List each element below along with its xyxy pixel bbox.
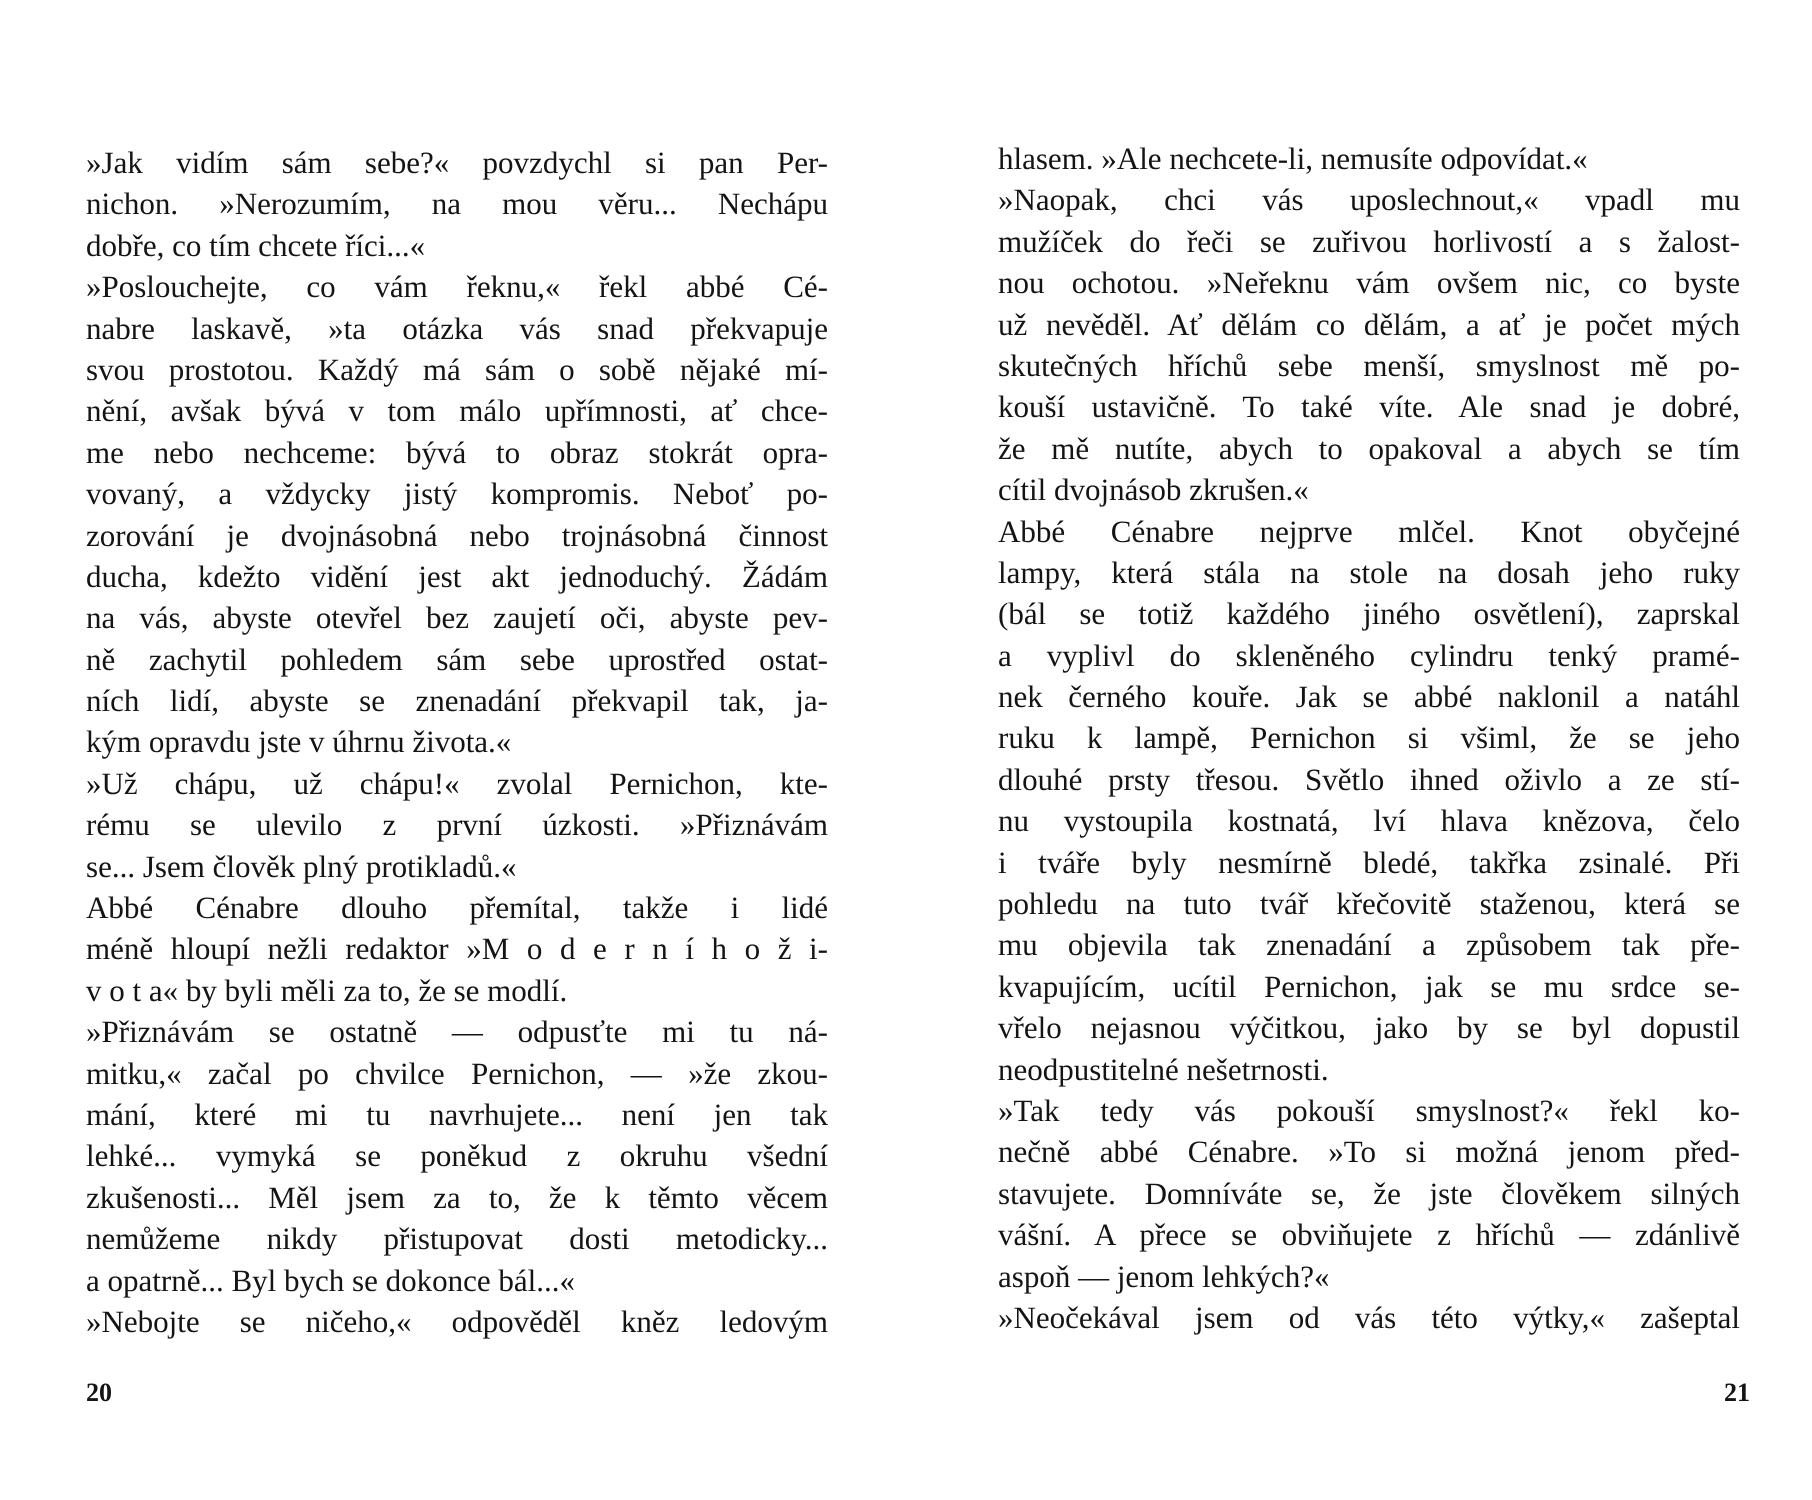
text-line: Abbé Cénabre dlouho přemítal, takže i lidé xyxy=(86,890,828,926)
left-page-number: 20 xyxy=(86,1378,112,1407)
text-line: dobře, co tím chcete říci...« xyxy=(86,227,426,263)
text-line: nou ochotou. »Neřeknu vám ovšem nic, co byste xyxy=(998,265,1740,301)
text-line: aspoň — jenom lehkých?« xyxy=(998,1258,1330,1294)
text-line: kvapujícím, ucítil Pernichon, jak se mu srdce se- xyxy=(998,968,1740,1004)
text-line: kým opravdu jste v úhrnu života.« xyxy=(86,724,512,760)
text-line: lampy, která stála na stole na dosah jeho ruky xyxy=(998,554,1740,590)
text-line: hlasem. »Ale nechcete-li, nemusíte odpovídat.« xyxy=(998,141,1588,176)
text-line: »Nebojte se ničeho,« odpověděl kněz ledovým xyxy=(86,1303,828,1339)
text-line: nemůžeme nikdy přistupovat dosti metodicky... xyxy=(86,1221,828,1257)
text-line: ruku k lampě, Pernichon si všiml, že se jeho xyxy=(998,720,1740,756)
text-line: a opatrně... Byl bych se dokonce bál...« xyxy=(86,1262,575,1298)
text-line: vřelo nejasnou výčitkou, jako by se byl dopustil xyxy=(998,1010,1740,1046)
text-line: na vás, abyste otevřel bez zaujetí oči, abyste pev- xyxy=(86,600,828,636)
text-line: »Přiznávám se ostatně — odpusťte mi tu ná- xyxy=(86,1014,828,1050)
text-line: cítil dvojnásob zkrušen.« xyxy=(998,472,1309,508)
text-line: nečně abbé Cénabre. »To si možná jenom před- xyxy=(998,1134,1740,1170)
text-line: rému se ulevilo z první úzkosti. »Přiznávám xyxy=(86,807,828,843)
text-line: ně zachytil pohledem sám sebe uprostřed ostat- xyxy=(86,641,828,677)
text-line: že mě nutíte, abych to opakoval a abych se tím xyxy=(998,430,1740,466)
text-line: mu objevila tak znenadání a způsobem tak pře- xyxy=(998,927,1740,963)
text-line: nabre laskavě, »ta otázka vás snad překvapuje xyxy=(86,310,828,346)
text-line: »Naopak, chci vás uposlechnout,« vpadl mu xyxy=(998,182,1740,218)
text-line: Abbé Cénabre nejprve mlčel. Knot obyčejné xyxy=(998,513,1740,549)
text-line: dlouhé prsty třesou. Světlo ihned oživlo a ze stí- xyxy=(998,761,1740,797)
text-line: nění, avšak bývá v tom málo upřímnosti, ať chce- xyxy=(86,393,828,429)
text-line: »Neočekával jsem od vás této výtky,« zašeptal xyxy=(998,1299,1740,1335)
text-line: pohledu na tuto tvář křečovitě staženou, která se xyxy=(998,886,1740,922)
text-line: zkušenosti... Měl jsem za to, že k těmto věcem xyxy=(86,1179,828,1215)
text-line: zorování je dvojnásobná nebo trojnásobná činnost xyxy=(86,517,828,553)
left-page-text xyxy=(86,142,828,1342)
text-line: vovaný, a vždycky jistý kompromis. Neboť po- xyxy=(86,476,828,512)
text-line: skutečných hříchů sebe menší, smyslnost mě po- xyxy=(998,347,1740,383)
text-line: ducha, kdežto vidění jest akt jednoduchý. Žádám xyxy=(86,558,828,594)
text-line: a vyplivl do skleněného cylindru tenký pramé- xyxy=(998,637,1740,673)
text-line: nu vystoupila kostnatá, lví hlava knězova, čelo xyxy=(998,803,1740,839)
text-line: nichon. »Nerozumím, na mou věru... Nechápu xyxy=(86,186,828,222)
right-page-text xyxy=(998,138,1740,1338)
text-line: nek černého kouře. Jak se abbé naklonil a natáhl xyxy=(998,679,1740,715)
text-line: už nevěděl. Ať dělám co dělám, a ať je počet mých xyxy=(998,306,1740,342)
text-line: me nebo nechceme: bývá to obraz stokrát opra- xyxy=(86,434,828,470)
text-line: (bál se totiž každého jiného osvětlení), zaprskal xyxy=(998,596,1740,632)
right-page xyxy=(906,0,1812,1500)
text-line: kouší ustavičně. To také víte. Ale snad je dobré, xyxy=(998,389,1740,425)
text-line: mání, které mi tu navrhujete... není jen tak xyxy=(86,1096,828,1132)
text-line: vášní. A přece se obviňujete z hříchů — zdánlivě xyxy=(998,1217,1740,1253)
text-line: neodpustitelné nešetrnosti. xyxy=(998,1051,1329,1087)
text-line: »Jak vidím sám sebe?« povzdychl si pan Per- xyxy=(86,145,828,180)
text-line: ních lidí, abyste se znenadání překvapil tak, ja- xyxy=(86,683,828,719)
text-line: se... Jsem člověk plný protikladů.« xyxy=(86,848,517,884)
text-line: i tváře byly nesmírně bledé, takřka zsinalé. Při xyxy=(998,844,1740,880)
text-line: mužíček do řeči se zuřivou horlivostí a s žalost- xyxy=(998,223,1740,259)
text-line: stavujete. Domníváte se, že jste člověkem silných xyxy=(998,1175,1740,1211)
text-line: méně hloupí nežli redaktor »M o d e r n í h o ž i- xyxy=(86,931,828,967)
text-line: mitku,« začal po chvilce Pernichon, — »že zkou- xyxy=(86,1055,828,1091)
right-page-number: 21 xyxy=(1724,1378,1750,1407)
text-line: »Poslouchejte, co vám řeknu,« řekl abbé Cé- xyxy=(86,269,828,305)
text-line: v o t a« by byli měli za to, že se modlí. xyxy=(86,972,568,1008)
text-line: svou prostotou. Každý má sám o sobě nějaké mí- xyxy=(86,351,828,387)
text-line: »Už chápu, už chápu!« zvolal Pernichon, kte- xyxy=(86,765,828,801)
text-line: lehké... vymyká se poněkud z okruhu všední xyxy=(86,1138,828,1174)
text-line: »Tak tedy vás pokouší smyslnost?« řekl ko- xyxy=(998,1092,1740,1128)
